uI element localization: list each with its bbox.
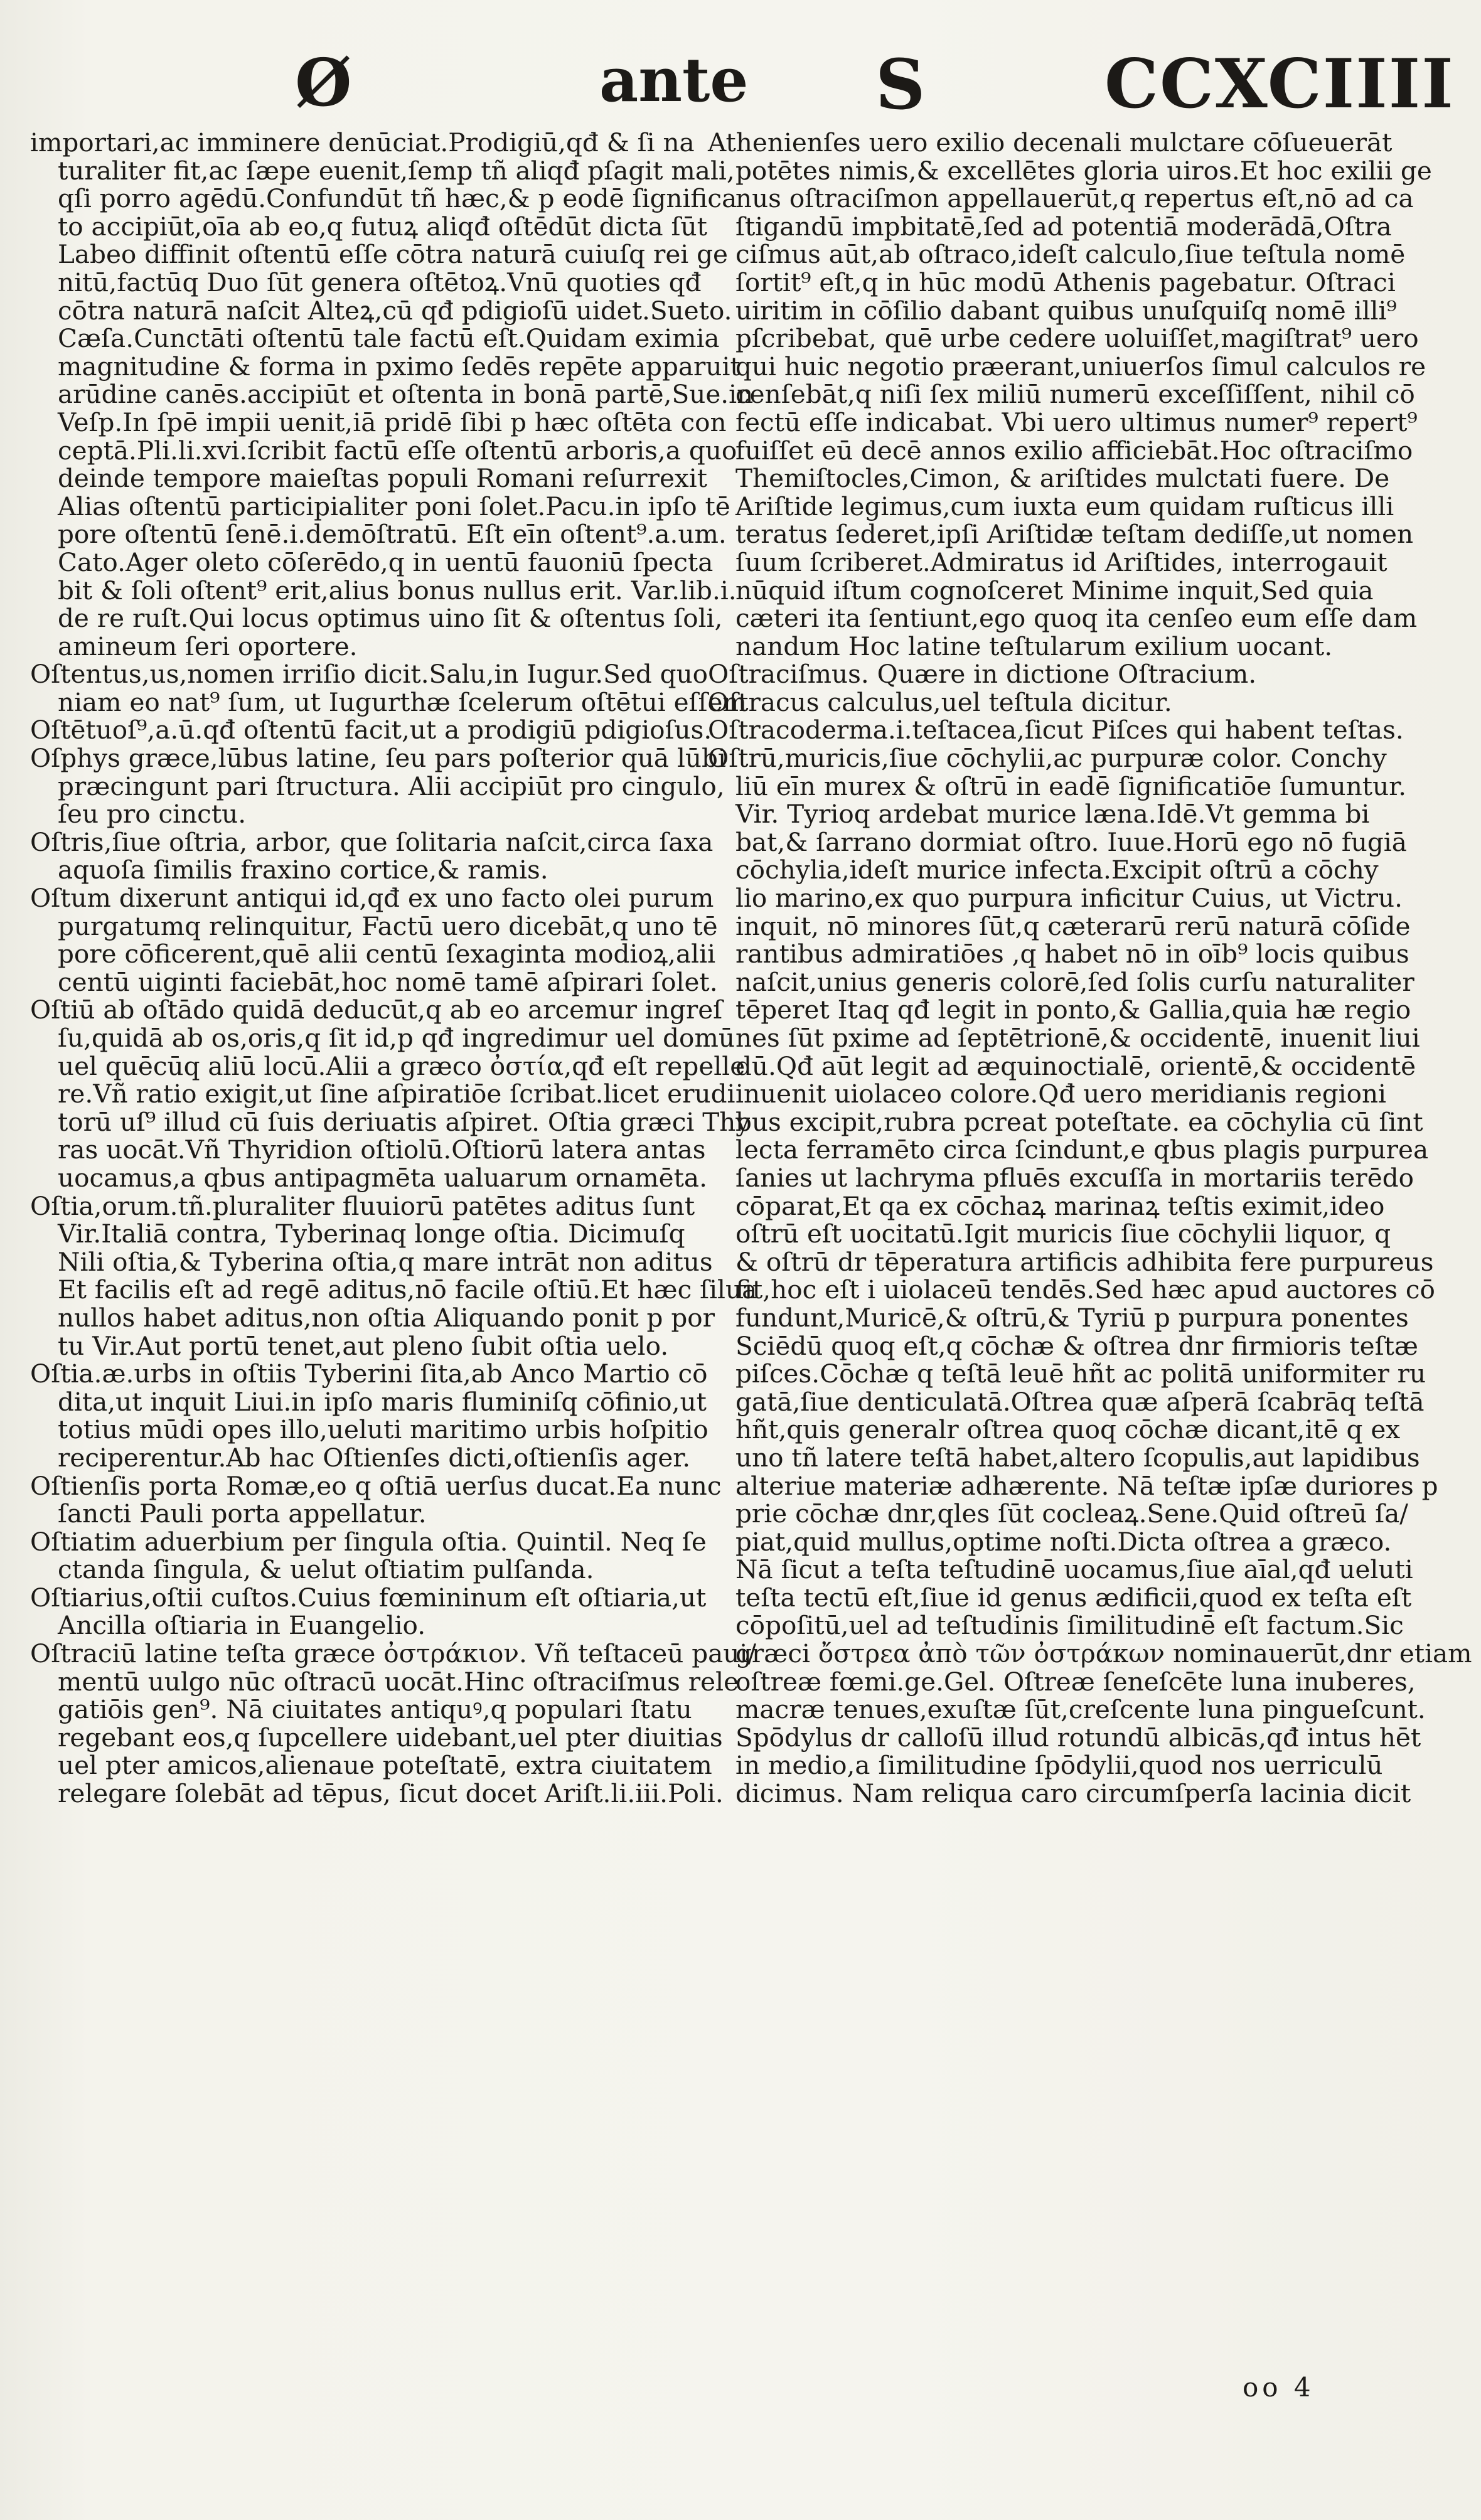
text-line: hñt,quis generalr oſtrea quoq cōchæ dicant,itē q ex: [735, 1414, 1401, 1445]
text-line: uocamus,a qbus antipagmēta ualuarum ornamēta.: [58, 1162, 707, 1193]
text-line: teſta tectū eſt,ſiue id genus ædificii,quod ex teſta eſt: [735, 1582, 1412, 1613]
text-line: ſuum ſcriberet.Admiratus id Ariſtides, interrogauit: [735, 547, 1387, 577]
header-initial-letter: Ø: [295, 44, 352, 121]
text-line: inquit, nō minores ſūt,q cæterarū rerū naturā cōſide: [735, 910, 1411, 941]
text-line: Oſtracus calculus,uel teſtula dicitur.: [708, 686, 1172, 717]
text-line: totius mūdi opes illo,ueluti maritimo urbis hoſpitio: [58, 1414, 708, 1445]
text-line: ſortit⁹ eſt,q in hūc modū Athenis pagebatur. Oſtraci: [735, 267, 1396, 297]
text-line: Spōdylus dr calloſū illud rotundū albicās,qđ intus hēt: [735, 1722, 1421, 1753]
text-line: Cato.Ager oleto cōſerēdo,q in uentū fauoniū ſpecta: [58, 547, 714, 577]
dictionary-entry: [30, 1360, 708, 1471]
text-line: deinde tempore maieſtas populi Romani reſurrexit: [58, 463, 707, 494]
text-line: nus oſtraciſmon appellauerūt,q repertus eſt,nō ad ca: [735, 183, 1414, 214]
text-line: mentū uulgo nūc oſtracū uocāt.Hinc oſtraciſmus rele: [58, 1666, 739, 1697]
text-line: nes ſūt pxime ad ſeptētrionē,& occidentē, inuenit liui: [735, 1023, 1420, 1053]
dictionary-entry: [30, 1190, 757, 1361]
text-line: cæteri ita ſentiunt,ego quoq ita cenſeo eum eſſe dam: [735, 603, 1418, 634]
text-line: alteriue materiæ adhærente. Nā teſtæ ipſæ duriores p: [735, 1470, 1438, 1501]
text-line: Oſtracoderma.i.teſtacea,ſicut Piſces qui habent teſtas.: [708, 715, 1404, 745]
text-line: nitū,factūq Duo ſūt genera oſtētoꝝ.Vnū quoties qđ: [58, 267, 702, 297]
dictionary-entry: [30, 1470, 722, 1529]
text-line: Oſtrū,muricis,ſiue cōchylii,ac purpuræ color. Conchy: [708, 743, 1387, 774]
folio-number: CCXCIIII: [1104, 45, 1455, 124]
text-line: Oſtiū ab oſtādo quidā deducūt,q ab eo arcemur ingreſ: [30, 995, 723, 1025]
text-line: naſcit,unius generis colorē,ſed ſolis curſu naturaliter: [735, 966, 1414, 997]
text-line: lecta ferramēto circa ſcindunt,e qbus plagis purpurea: [735, 1135, 1429, 1165]
text-line: to accipiūt,oīa ab eo,q futuꝝ aliqđ oſtēdūt dicta ſūt: [58, 211, 707, 242]
text-line: Oſtienſis porta Romæ,eo q oſtiā uerſus ducat.Ea nunc: [30, 1470, 722, 1501]
text-line: ſancti Pauli porta appellatur.: [58, 1498, 427, 1529]
text-line: Oſtia.æ.urbs in oſtiis Tyberini ſita,ab Anco Martio cō: [30, 1359, 708, 1389]
text-line: & oſtrū dr tēperatura artificis adhibita fere purpureus: [735, 1246, 1434, 1277]
text-line: Oſtris,ſiue oſtria, arbor, que ſolitaria naſcit,circa ſaxa: [30, 826, 714, 857]
dictionary-entry: [30, 1584, 708, 1640]
text-line: bit & ſoli oſtent⁹ erit,alius bonus nullus erit. Var.lib.i.: [58, 575, 737, 606]
text-line: aquoſa ſimilis fraxino cortice,& ramis.: [58, 855, 548, 885]
dictionary-entry: [30, 995, 751, 1193]
dictionary-entry: [30, 1638, 756, 1809]
text-line: Sciēdū quoq eſt,q cōchæ & oſtrea dnr firmioris teſtæ: [735, 1330, 1418, 1361]
text-line: ſu,quidā ab os,oris,q ſit id,p qđ ingredimur uel domū: [58, 1023, 735, 1053]
running-header: [0, 44, 1481, 138]
left-column: [30, 127, 757, 1809]
text-line: Nili oſtia,& Tyberina oſtia,q mare intrāt non aditus: [58, 1246, 713, 1277]
text-line: Ariſtide legimus,cum iuxta eum quidam ruſticus illi: [735, 491, 1394, 521]
text-line: ciſmus aūt,ab oſtraco,ideſt calculo,ſiue teſtula nomē: [735, 239, 1406, 270]
text-line: Athenienſes uero exilio decenali mulctare cōſueuerāt: [708, 127, 1393, 158]
text-line: oſtrū eſt uocitatū.Igit muricis ſiue cōchylii liquor, q: [735, 1219, 1391, 1249]
text-line: lio marino,ex quo purpura inficitur Cuius, ut Victru.: [735, 883, 1403, 914]
text-line: macræ tenues,exuſtæ ſūt,creſcente luna pingueſcunt.: [735, 1694, 1426, 1725]
text-line: piat,quid mullus,optime noſti.Dicta oſtrea a græco.: [735, 1526, 1392, 1557]
text-line: uno tñ latere teſtā habet,altero ſcopulis,aut lapidibus: [735, 1442, 1420, 1473]
text-line: qui huic negotio præerant,uniuerſos ſimul calculos re: [735, 351, 1426, 382]
text-line: rantibus admiratiōes ,q habet nō in oīb⁹ locis quibus: [735, 939, 1409, 969]
text-line: magnitudine & forma in pximo ſedēs repēte apparuit: [58, 351, 740, 382]
text-line: tēperet Itaq qđ legit in ponto,& Gallia,quia hæ regio: [735, 995, 1411, 1025]
text-line: Oſtentus,us,nomen irriſio dicit.Salu,in Iugur.Sed quo: [30, 659, 708, 690]
header-word: ante: [599, 45, 749, 115]
dictionary-entry: [30, 715, 712, 745]
text-line: in medio,a ſimilitudine ſpōdylii,quod nos uerriculū: [735, 1750, 1383, 1781]
text-line: nullos habet aditus,non oſtia Aliquando ponit p por: [58, 1302, 715, 1333]
text-line: liū eīn murex & oſtrū in eadē ſignificatiōe ſumuntur.: [735, 771, 1406, 801]
text-line: niam eo nat⁹ ſum, ut Iugurthæ ſcelerum oſtētui eſſem: [58, 686, 747, 717]
text-line: gatā,ſiue denticulatā.Oſtrea quæ aſperā ſcabrāq teſtā: [735, 1386, 1425, 1417]
text-line: Oſtum dixerunt antiqui id,qđ ex uno facto olei purum: [30, 883, 714, 914]
text-line: uel quēcūq aliū locū.Alii a græco ὀστία,qđ eſt repelle: [58, 1050, 746, 1081]
text-line: Oſtiatim aduerbium per ſingula oſtia. Quintil. Neq ſe: [30, 1526, 707, 1557]
text-line: Ancilla oſtiaria in Euangelio.: [58, 1610, 426, 1641]
text-line: dicimus. Nam reliqua caro circumſperſa lacinia dicit: [735, 1778, 1411, 1809]
dictionary-entry: [708, 715, 1404, 745]
text-line: teratus ſederet,ipſi Ariſtidæ teſtam dediſſe,ut nomen: [735, 519, 1414, 550]
text-line: ſanies ut lachryma pfluēs excuſſa in mortariis terēdo: [735, 1162, 1414, 1193]
text-line: purgatumq relinquitur, Factū uero dicebāt,q uno tē: [58, 910, 718, 941]
text-line: Oſphys græce,lūbus latine, ſeu pars poſterior quā lūbi: [30, 743, 726, 774]
text-line: græci ὄστρεα ἀπὸ τῶν ὀστράκων nominauerūt,dnr etiam: [735, 1638, 1472, 1669]
text-line: arūdine canēs.accipiūt et oſtenta in bonā partē,Sue.in: [58, 379, 754, 410]
text-line: Oſtiarius,oſtii cuſtos.Cuius fœmininum eſt oſtiaria,ut: [30, 1582, 707, 1613]
text-line: uel pter amicos,alienaue poteſtatē, extra ciuitatem: [58, 1750, 712, 1781]
text-line: Cæſa.Cunctāti oſtentū tale factū eſt.Quidam eximia: [58, 323, 720, 354]
text-line: relegare ſolebāt ad tēpus, ſicut docet Ariſt.li.iii.Poli.: [58, 1778, 724, 1809]
text-line: Oſtētuoſ⁹,a.ū.qđ oſtentū facit,ut a prodigiū pdigioſus.: [30, 715, 712, 745]
text-line: fit,hoc eſt i uiolaceū tendēs.Sed hæc apud auctores cō: [735, 1274, 1435, 1305]
dictionary-entry: [30, 1528, 708, 1584]
text-line: de re ruſt.Qui locus optimus uino ſit & oſtentus ſoli,: [58, 603, 723, 634]
text-line: pore oſtentū ſenē.i.demōſtratū. Eſt eīn oſtent⁹.a.um.: [58, 519, 727, 550]
text-line: Oſtia,orum.tñ.pluraliter fluuiorū patētes aditus ſunt: [30, 1190, 695, 1221]
text-line: pſcribebat, quē urbe cedere uoluiſſet,magiſtrat⁹ uero: [735, 323, 1419, 354]
header-section-letter: S: [875, 44, 926, 125]
text-line: tu Vir.Aut portū tenet,aut pleno ſubit oſtia uelo.: [58, 1330, 669, 1361]
text-line: Themiſtocles,Cimon, & ariſtides mulctati fuere. De: [735, 463, 1390, 494]
text-line: inuenit uiolaceo colore.Qđ uero meridianis regioni: [735, 1079, 1387, 1109]
text-line: bus excipit,rubra pcreat poteſtate. ea cōchylia cū ſint: [735, 1106, 1423, 1137]
text-line: cōchylia,ideſt murice infecta.Excipit oſtrū a cōchy: [735, 855, 1379, 885]
text-line: dū.Qđ aūt legit ad æquinoctialē, orientē,& occidentē: [735, 1050, 1416, 1081]
text-line: cōparat,Et qa ex cōchaꝝ marinaꝝ teſtis eximit,ideo: [735, 1190, 1385, 1221]
text-line: Alias oſtentū participialiter poni ſolet.Pacu.in ipſo tē: [58, 491, 730, 521]
text-line: præcingunt pari ſtructura. Alii accipiūt pro cingulo,: [58, 771, 725, 801]
text-line: regebant eos,q ſupcellere uidebant,uel pter diuitias: [58, 1722, 723, 1753]
text-line: Veſp.In ſpē impii uenit,iā pridē ſibi p hæc oſtēta con: [58, 407, 727, 437]
text-line: nūquid iſtum cognoſceret Minime inquit,Sed quia: [735, 575, 1374, 606]
text-line: turaliter fit,ac ſæpe euenit,ſemp tñ aliqđ pſagit mali,: [58, 155, 735, 186]
text-line: ctanda ſingula, & uelut oſtiatim pulſanda.: [58, 1554, 594, 1585]
text-line: fectū eſſe indicabat. Vbi uero ultimus numer⁹ repert⁹: [735, 407, 1418, 437]
right-column: [708, 127, 1472, 1809]
text-line: ſtigandū impbitatē,ſed ad potentiā moderādā,Oſtra: [735, 211, 1392, 242]
text-line: importari,ac imminere denūciat.Prodigiū,qđ & ſi na: [30, 127, 695, 158]
text-line: Oſtraciū latine teſta græce ὀστράκιον. Vñ teſtaceū paui/: [30, 1638, 756, 1669]
text-line: prie cōchæ dnr,qles ſūt cocleaꝝ.Sene.Quid oſtreū ſa/: [735, 1498, 1408, 1529]
dictionary-entry: [708, 660, 1392, 688]
text-line: reciperentur.Ab hac Oſtienſes dicti,oſtienſis ager.: [58, 1442, 691, 1473]
signature-mark: oo 4: [1243, 2372, 1315, 2403]
text-line: torū uſ⁹ illud cū ſuis deriuatis aſpiret. Oſtia græci Thy: [58, 1106, 751, 1137]
text-line: Nā ſicut a teſta teſtudinē uocamus,ſiue aīal,qđ ueluti: [735, 1554, 1413, 1585]
text-line: Et facilis eſt ad regē aditus,nō facile oſtiū.Et hæc ſilua: [58, 1274, 757, 1305]
text-line: dita,ut inquit Liui.in ipſo maris fluminiſq cōfinio,ut: [58, 1386, 707, 1417]
text-line: ſeu pro cinctu.: [58, 799, 247, 830]
text-line: Vir.Italiā contra, Tyberinaq longe oſtia. Dicimuſq: [58, 1219, 685, 1249]
text-line: pore cōficerent,quē alii centū ſexaginta modioꝝ,alii: [58, 939, 716, 969]
dictionary-entry: [708, 743, 1472, 1809]
text-line: amineum ſeri oportere.: [58, 631, 358, 661]
dictionary-entry: [30, 659, 747, 717]
text-line: nandum Hoc latine teſtularum exilium uocant.: [735, 631, 1333, 661]
text-line: ceptā.Pli.li.xvi.ſcribit factū eſſe oſtentū arboris,a quo: [58, 435, 737, 466]
dictionary-entry: [30, 743, 726, 830]
dictionary-entry: [30, 883, 718, 997]
text-line: potētes nimis,& excellētes gloria uiros.Et hoc exilii ge: [735, 155, 1432, 186]
text-line: uiritim in cōſilio dabant quibus unuſquiſq nomē illi⁹: [735, 295, 1397, 326]
text-line: fuiſſet eū decē annos exilio afficiebāt.Hoc oſtraciſmo: [735, 435, 1413, 466]
text-line: cōpoſitū,uel ad teſtudinis ſimilitudinē eſt factum.Sic: [735, 1610, 1404, 1641]
dictionary-entry: [708, 127, 1432, 661]
text-line: cōtra naturā naſcit Alteꝝ,cū qđ pdigioſū uidet.Sueto.: [58, 295, 732, 326]
text-line: oſtreæ fœmi.ge.Gel. Oſtreæ ſeneſcēte luna inuberes,: [735, 1666, 1416, 1697]
text-line: fundunt,Muricē,& oſtrū,& Tyriū p purpura ponentes: [735, 1302, 1409, 1333]
text-line: ras uocāt.Vñ Thyridion oſtiolū.Oſtiorū latera antas: [58, 1135, 706, 1165]
text-line: cenſebāt,q niſi ſex miliū numerū exceſſiſſent, nihil cō: [735, 379, 1415, 410]
text-line: centū uiginti faciebāt,hoc nomē tamē aſpirari ſolet.: [58, 966, 718, 997]
text-line: bat,& ſarrano dormiat oſtro. Iuue.Horū ego nō fugiā: [735, 826, 1407, 857]
text-line: re.Vñ ratio exigit,ut ſine aſpiratiōe ſcribat.licet erudi: [58, 1079, 735, 1109]
dictionary-entry: [30, 826, 714, 885]
text-line: qſi porro agēdū.Confundūt tñ hæc,& p eodē ſignifica: [58, 183, 737, 214]
text-line: gatiōis gen⁹. Nā ciuitates antiquꝰ,q populari ſtatu: [58, 1694, 692, 1725]
text-line: Labeo diffinit oſtentū eſſe cōtra naturā cuiuſq rei ge: [58, 239, 729, 270]
dictionary-entry: [708, 688, 1392, 717]
text-line: piſces.Cōchæ q teſtā leuē hñt ac politā uniformiter ru: [735, 1359, 1426, 1389]
text-line: Oſtraciſmus. Quære in dictione Oſtracium.: [708, 659, 1257, 690]
dictionary-entry: [30, 127, 754, 661]
text-line: Vir. Tyrioq ardebat murice læna.Idē.Vt gemma bi: [735, 799, 1370, 830]
